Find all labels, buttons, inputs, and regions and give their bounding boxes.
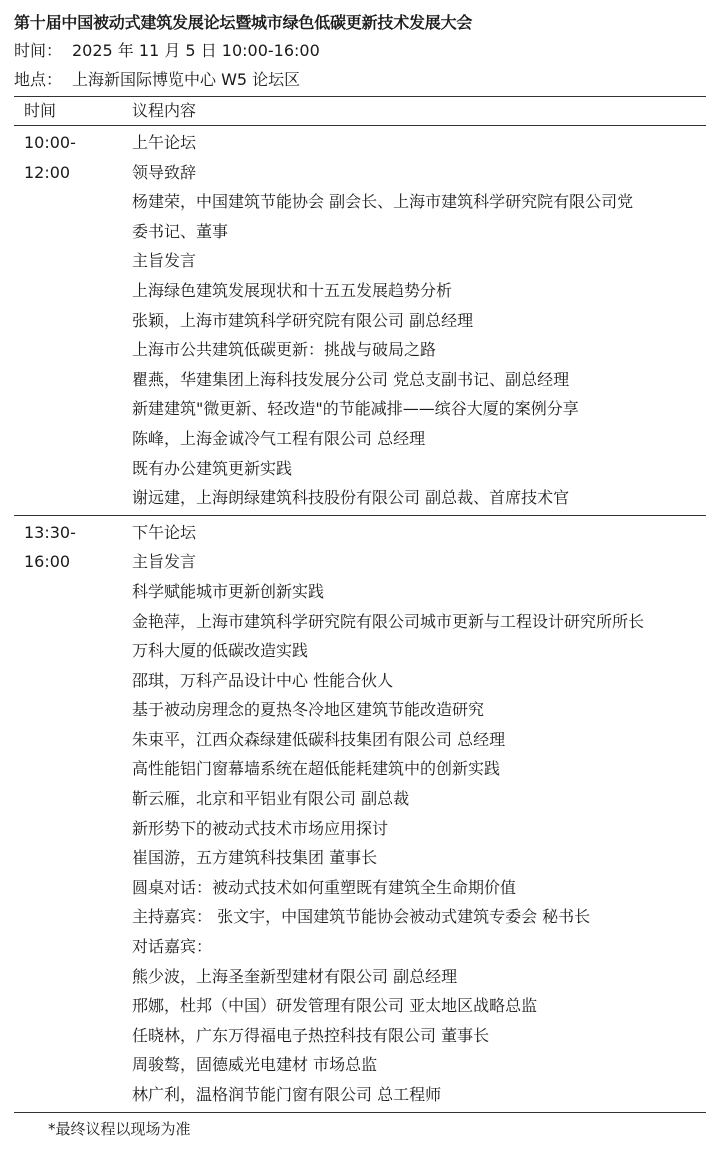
agenda-item: 下午论坛 [132, 522, 197, 542]
agenda-item: 靳云雁，北京和平铝业有限公司 副总裁 [132, 789, 410, 809]
agenda-item: 邵琪，万科产品设计中心 性能合伙人 [132, 670, 394, 690]
event-place-label: 地点： [14, 70, 63, 89]
session-time [14, 518, 122, 1110]
agenda-item: 新建建筑"微更新、轻改造"的节能减排——缤谷大厦的案例分享 [132, 399, 579, 419]
event-time [14, 36, 706, 65]
agenda-item: 邢娜，杜邦（中国）研发管理有限公司 亚太地区战略总监 [132, 996, 538, 1016]
event-time-label: 时间： [14, 41, 63, 60]
agenda-item: 任晓林，广东万得福电子热控科技有限公司 董事长 [132, 1025, 490, 1045]
agenda-item: 对话嘉宾： [132, 937, 213, 957]
session-content [122, 128, 706, 513]
agenda-session [14, 126, 706, 515]
agenda-sessions [14, 126, 706, 1112]
footnote: *最终议程以现场为准 [48, 1119, 191, 1138]
agenda-item: 谢远建，上海朗绿建筑科技股份有限公司 副总裁、首席技术官 [132, 488, 570, 508]
header-content: 议程内容 [132, 101, 197, 120]
agenda-item: 瞿燕，华建集团上海科技发展分公司 党总支副书记、副总经理 [132, 369, 570, 389]
session-time-start: 13:30- [24, 522, 76, 542]
session-time-end: 16:00 [24, 552, 71, 572]
agenda-session [14, 515, 706, 1112]
agenda-item: 既有办公建筑更新实践 [132, 458, 293, 478]
agenda-item: 主旨发言 [132, 251, 197, 271]
session-time-end: 12:00 [24, 162, 71, 182]
event-time-value: 2025 年 11 月 5 日 10:00-16:00 [72, 41, 320, 60]
header-time: 时间 [24, 101, 57, 120]
agenda-item: 圆桌对话：被动式技术如何重塑既有建筑全生命期价值 [132, 877, 517, 897]
agenda-item: 万科大厦的低碳改造实践 [132, 641, 309, 661]
agenda-item: 陈峰，上海金诚冷气工程有限公司 总经理 [132, 428, 426, 448]
session-time [14, 128, 122, 513]
agenda-item: 主旨发言 [132, 552, 197, 572]
agenda-item: 金艳萍，上海市建筑科学研究院有限公司城市更新与工程设计研究所所长 [132, 611, 645, 631]
agenda-item: 领导致辞 [132, 162, 197, 182]
agenda-item: 张颖，上海市建筑科学研究院有限公司 副总经理 [132, 310, 474, 330]
session-content [122, 518, 706, 1110]
agenda-item: 熊少波，上海圣奎新型建材有限公司 副总经理 [132, 966, 458, 986]
agenda-item: 主持嘉宾： 张文宇，中国建筑节能协会被动式建筑专委会 秘书长 [132, 907, 591, 927]
agenda-item: 新形势下的被动式技术市场应用探讨 [132, 818, 389, 838]
session-time-start: 10:00- [24, 133, 76, 152]
agenda-item: 崔国游，五方建筑科技集团 董事长 [132, 848, 378, 868]
page-title: 第十届中国被动式建筑发展论坛暨城市绿色低碳更新技术发展大会 [14, 13, 473, 32]
agenda-item: 林广利，温格润节能门窗有限公司 总工程师 [132, 1085, 442, 1104]
agenda-table-header [14, 97, 706, 126]
event-place-value: 上海新国际博览中心 W5 论坛区 [72, 70, 301, 89]
agenda-item: 上海绿色建筑发展现状和十五五发展趋势分析 [132, 280, 453, 300]
agenda-item: 高性能铝门窗幕墙系统在超低能耗建筑中的创新实践 [132, 759, 501, 779]
agenda-item: 上海市公共建筑低碳更新：挑战与破局之路 [132, 340, 437, 360]
agenda-item: 朱束平，江西众森绿建低碳科技集团有限公司 总经理 [132, 729, 506, 749]
agenda-item: 上午论坛 [132, 133, 197, 152]
agenda-item: 科学赋能城市更新创新实践 [132, 581, 325, 601]
agenda-table [14, 96, 706, 1113]
agenda-item: 基于被动房理念的夏热冬冷地区建筑节能改造研究 [132, 700, 485, 720]
agenda-item: 周骏骜，固德威光电建材 市场总监 [132, 1055, 378, 1075]
agenda-item: 委书记、董事 [132, 221, 229, 241]
event-place [14, 65, 706, 94]
agenda-item: 杨建荣，中国建筑节能协会 副会长、上海市建筑科学研究院有限公司党 [132, 192, 634, 212]
